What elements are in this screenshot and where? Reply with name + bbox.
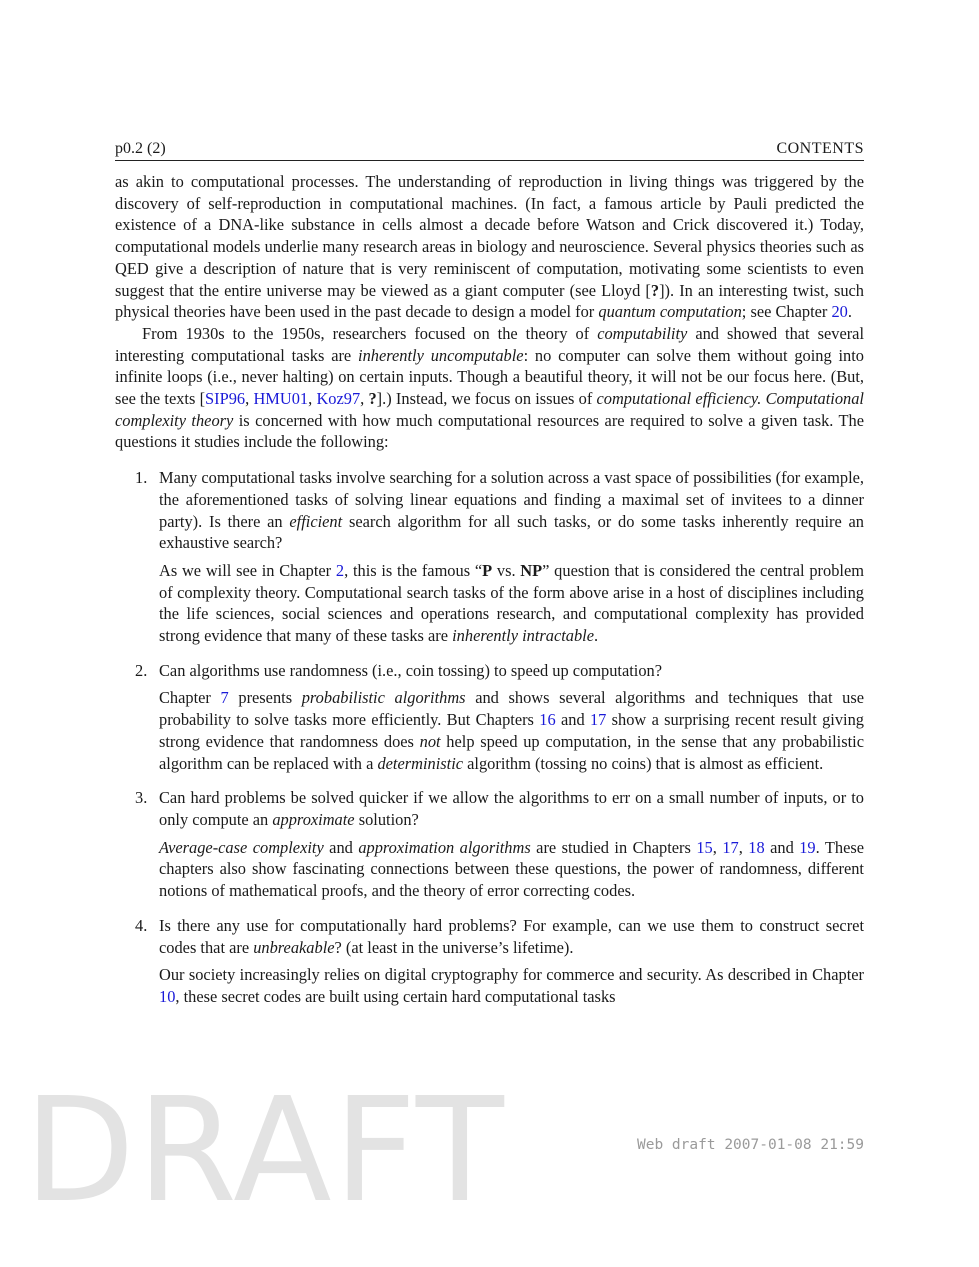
list-item-question: Can hard problems be solved quicker if we allow the algorithms to err on a small number of inputs, or to only compute an approximate solution?: [159, 788, 864, 829]
emphasis-text: computational efficiency. Computational complexity theory: [115, 389, 864, 430]
emphasis-text: efficient: [289, 511, 343, 531]
list-item-answer: As we will see in Chapter 2, this is the famous “P vs. NP” question that is considered the central problem of complexity theory. Computational search tasks of the form above arise in a host of disciplines including the life sciences, social sciences and operations research, and computational complexity has provided strong evidence that many of these tasks are inherently intractable.: [159, 560, 864, 646]
bold-text: ?: [650, 280, 660, 300]
paragraph-1: as akin to computational processes. The understanding of reproduction in living things was triggered by the discovery of self-reproduction in computational machines. (In fact, a famous article by Pauli predicted the existence of a DNA-like substance in cells almost a decade before Watson and Crick discovered it.) Today, computational models underlie many research areas in biology and neuroscience. Several physics theories such as QED give a description of nature that is very reminiscent of computation, motivating some scientists to even suggest that the entire universe may be viewed as a giant computer (see Lloyd [?]). In an interesting twist, such physical theories have been used in the past decade to design a model for quantum computation; see Chapter 20.: [115, 172, 864, 322]
emphasis-text: approximation algorithms: [358, 837, 531, 857]
reference-link[interactable]: 10: [159, 986, 176, 1006]
running-title: CONTENTS: [776, 140, 864, 157]
list-item-question: Is there any use for computationally hard problems? For example, can we use them to construct secret codes that are unbreakable? (at least in the universe’s lifetime).: [159, 915, 864, 957]
bold-text: ?: [368, 389, 377, 409]
reference-link[interactable]: SIP96: [205, 389, 246, 409]
list-item-number: 1.: [135, 468, 148, 488]
list-item: [115, 915, 864, 1008]
emphasis-text: Average-case complexity: [159, 837, 324, 857]
reference-link[interactable]: 20: [831, 302, 848, 322]
list-item: [115, 467, 864, 647]
list-item-answer: Average-case complexity and approximation algorithms are studied in Chapters 15, 17, 18 and 19. These chapters also show fascinating connections between these questions, the power of randomness, different notions of mathematical proofs, and the theory of error correcting codes.: [159, 837, 865, 901]
reference-link[interactable]: 19: [799, 837, 816, 857]
list-item-question: Can algorithms use randomness (i.e., coin tossing) to speed up computation?: [159, 660, 663, 680]
reference-link[interactable]: 15: [696, 837, 713, 857]
list-item-number: 4.: [135, 915, 148, 935]
list-item: [115, 660, 864, 775]
list-item: [115, 787, 864, 902]
running-header: [115, 139, 864, 161]
reference-link[interactable]: HMU01: [253, 389, 309, 409]
reference-link[interactable]: Koz97: [316, 389, 361, 409]
reference-link[interactable]: 17: [589, 710, 607, 730]
emphasis-text: inherently intractable: [452, 626, 594, 646]
list-item-question: Many computational tasks involve searching for a solution across a vast space of possibilities (for example, the aforementioned tasks of solving linear equations and finding a maximal set of invitees to a dinner party). Is there an efficient search algorithm for all such tasks, or do some tasks inherently require an exhaustive search?: [159, 468, 864, 553]
bold-text: NP: [520, 560, 543, 580]
question-list: [115, 467, 864, 1007]
emphasis-text: quantum computation: [598, 302, 742, 322]
reference-link[interactable]: 17: [722, 837, 739, 857]
paragraph-2: From 1930s to the 1950s, researchers focused on the theory of computability and showed that several interesting computational tasks are inherently uncomputable: no computer can solve them without going into infinite loops (i.e., never halting) on certain inputs. Though a beautiful theory, it will not be our focus here. (But, see the texts [SIP96, HMU01, Koz97, ?].) Instead, we focus on issues of computational efficiency. Computational complexity theory is concerned with how much computational resources are required to solve a given task. The questions it studies include the following:: [115, 323, 865, 452]
reference-link[interactable]: 16: [539, 710, 556, 730]
emphasis-text: approximate: [272, 809, 355, 829]
emphasis-text: deterministic: [377, 753, 464, 773]
web-draft-timestamp: Web draft 2007-01-08 21:59: [637, 1137, 864, 1153]
list-item-answer: Chapter 7 presents probabilistic algorithms and shows several algorithms and techniques that use probability to solve tasks more efficiently. But Chapters 16 and 17 show a surprising recent result giving strong evidence that randomness does not help speed up computation, in the sense that any probabilistic algorithm can be replaced with a deterministic algorithm (tossing no coins) that is almost as efficient.: [159, 688, 865, 773]
list-item-answer: Our society increasingly relies on digital cryptography for commerce and security. As described in Chapter 10, these secret codes are built using certain hard computational tasks: [159, 965, 864, 1006]
emphasis-text: unbreakable: [253, 937, 335, 957]
body-text: [115, 171, 864, 1021]
page-number: p0.2 (2): [115, 140, 166, 157]
bold-text: P: [482, 560, 493, 580]
list-item-number: 3.: [135, 788, 148, 808]
reference-link[interactable]: 2: [335, 560, 345, 580]
reference-link[interactable]: 18: [748, 837, 765, 857]
emphasis-text: computability: [597, 323, 688, 343]
reference-link[interactable]: 7: [220, 688, 229, 708]
emphasis-text: inherently uncomputable: [358, 345, 524, 365]
emphasis-text: probabilistic algorithms: [301, 688, 466, 708]
list-item-number: 2.: [135, 660, 148, 680]
draft-watermark: DRAFT: [24, 1066, 506, 1234]
emphasis-text: not: [419, 731, 441, 751]
